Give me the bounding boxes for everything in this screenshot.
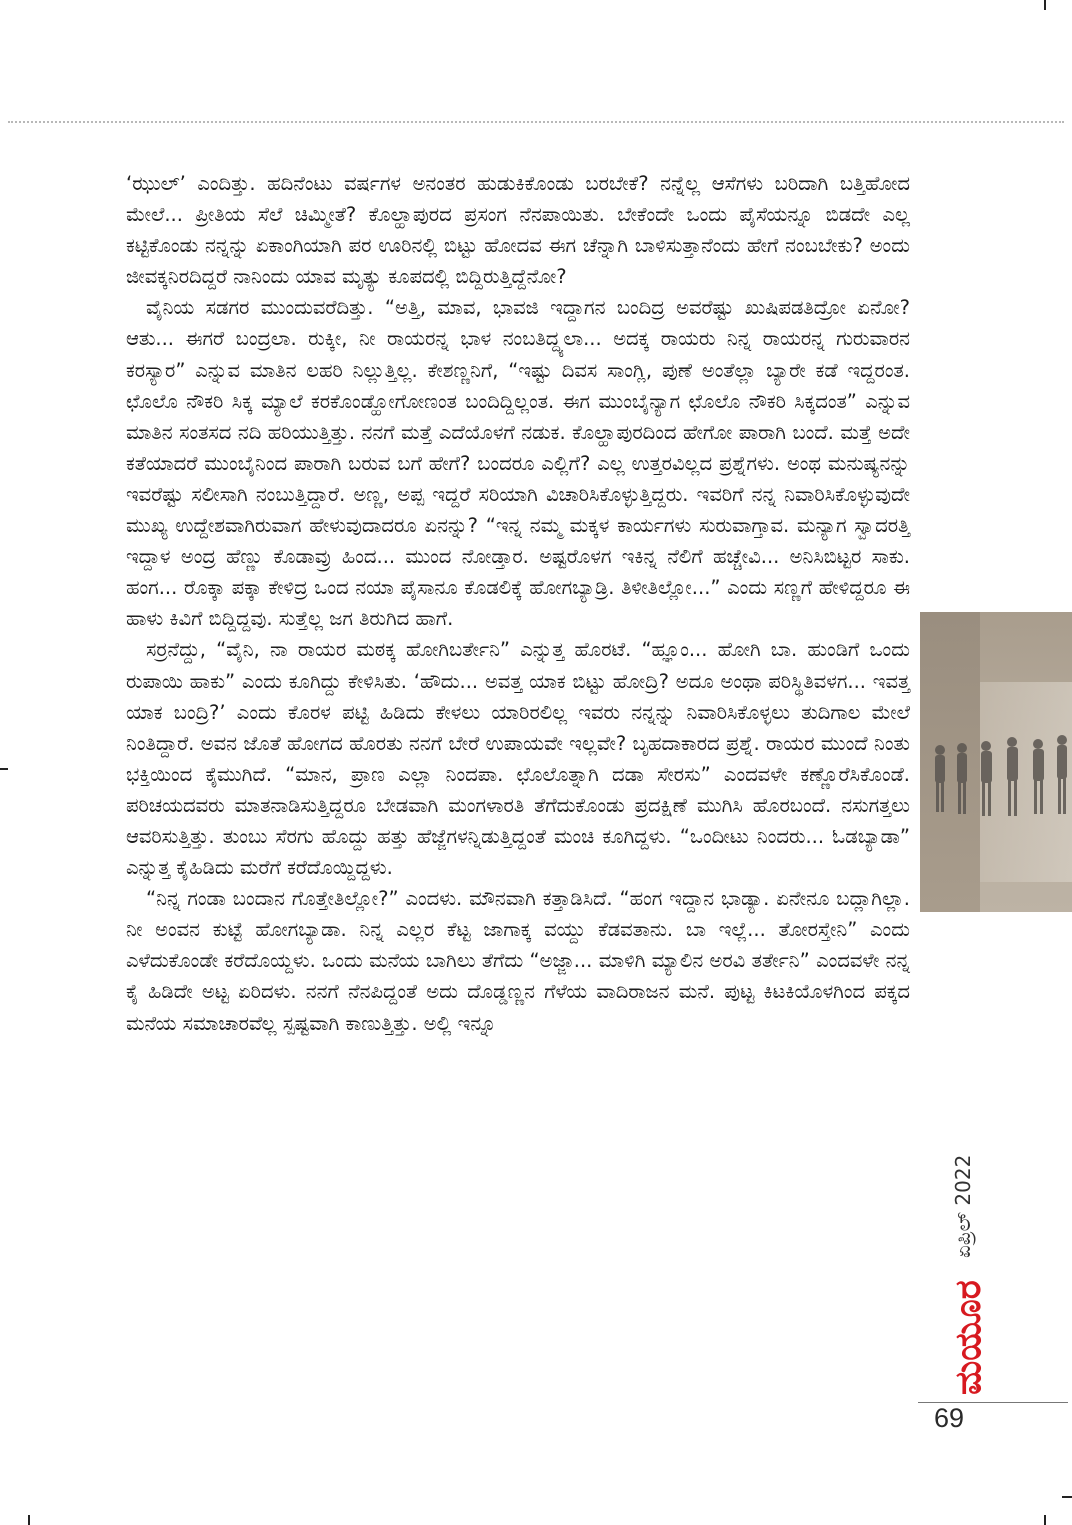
illustration-figures xyxy=(920,612,1072,912)
crop-mark-left xyxy=(0,768,8,770)
header-dotted-rule xyxy=(8,121,1064,123)
crop-mark-bottom-right xyxy=(1044,1515,1046,1525)
issue-date: ಏಪ್ರಿಲ್ 2022 xyxy=(951,1154,975,1258)
crop-mark-top xyxy=(1044,0,1046,10)
paragraph-2: ವೈನಿಯ ಸಡಗರ ಮುಂದುವರೆದಿತ್ತು. “ಅತ್ತಿ, ಮಾವ, ಭಾವಜಿ ಇದ್ದಾಗನ ಬಂದಿದ್ರ ಅವರೆಷ್ಟು ಖುಷಿಪಡತಿದ್ರೋ ಏನೋ? ಆತು... ಈಗರೆ ಬಂದ್ರಲಾ. ರುಕ್ಕೀ, ನೀ ರಾಯರನ್ನ ಭಾಳ ನಂಬತಿದ್ದ್ಯಲಾ... ಅದಕ್ಕ ರಾಯರು ನಿನ್ನ ರಾಯರನ್ನ ಗುರುವಾರನ ಕರಸ್ಯಾರ” ಎನ್ನುವ ಮಾತಿನ ಲಹರಿ ನಿಲ್ಲುತ್ತಿಲ್ಲ. ಕೇಶಣ್ಣನಿಗೆ, “ಇಷ್ಟು ದಿವಸ ಸಾಂಗ್ಲಿ, ಪುಣೆ ಅಂತೆಲ್ಲಾ ಬ್ಯಾರೇ ಕಡೆ ಇದ್ದರಂತ. ಛೊಲೊ ನೌಕರಿ ಸಿಕ್ಕ ಮ್ಯಾಲೆ ಕರಕೊಂಡ್ಹೋಗೋಣಂತ ಬಂದಿದ್ದಿಲ್ಲಂತ. ಈಗ ಮುಂಬೈನ್ಯಾಗ ಛೊಲೊ ನೌಕರಿ ಸಿಕ್ಕದಂತ” ಎನ್ನುವ ಮಾತಿನ ಸಂತಸದ ನದಿ ಹರಿಯುತ್ತಿತ್ತು. ನನಗೆ ಮತ್ತೆ ಎದೆಯೊಳಗೆ ನಡುಕ. ಕೊಲ್ಹಾಪುರದಿಂದ ಹೇಗೋ ಪಾರಾಗಿ ಬಂದೆ. ಮತ್ತೆ ಅದೇ ಕತೆಯಾದರೆ ಮುಂಬೈನಿಂದ ಪಾರಾಗಿ ಬರುವ ಬಗೆ ಹೇಗೆ? ಬಂದರೂ ಎಲ್ಲಿಗೆ? ಎಲ್ಲ ಉತ್ತರವಿಲ್ಲದ ಪ್ರಶ್ನೆಗಳು. ಅಂಥ ಮನುಷ್ಯನನ್ನು ಇವರೆಷ್ಟು ಸಲೀಸಾಗಿ ನಂಬುತ್ತಿದ್ದಾರೆ. ಅಣ್ಣ, ಅಪ್ಪ ಇದ್ದರೆ ಸರಿಯಾಗಿ ವಿಚಾರಿಸಿಕೊಳ್ಳುತ್ತಿದ್ದರು. ಇವರಿಗೆ ನನ್ನ ನಿವಾರಿಸಿಕೊಳ್ಳುವುದೇ ಮುಖ್ಯ ಉದ್ದೇಶವಾಗಿರುವಾಗ ಹೇಳುವುದಾದರೂ ಏನನ್ನು? “ಇನ್ನ ನಮ್ಮ ಮಕ್ಕಳ ಕಾರ್ಯಗಳು ಸುರುವಾಗ್ತಾವ. ಮನ್ಯಾಗ ಸ್ವಾದರತ್ತಿ ಇದ್ದಾಳ ಅಂದ್ರ ಹೆಣ್ಣು ಕೊಡಾವ್ರು ಹಿಂದ... ಮುಂದ ನೋಡ್ತಾರ. ಅಷ್ಟರೊಳಗ ಇಕಿನ್ನ ನೆಲಿಗೆ ಹಚ್ಚೇವಿ... ಅನಿಸಿಬಿಟ್ಟರ ಸಾಕು. ಹಂಗ... ರೊಕ್ಕಾ ಪಕ್ಕಾ ಕೇಳಿದ್ರ ಒಂದ ನಯಾ ಪೈಸಾನೂ ಕೊಡಲಿಕ್ಕೆ ಹೋಗಬ್ಯಾಡ್ರಿ. ತಿಳೀತಿಲ್ಲೋ...” ಎಂದು ಸಣ್ಣಗೆ ಹೇಳಿದ್ದರೂ ಈ ಹಾಳು ಕಿವಿಗೆ ಬಿದ್ದಿದ್ದವು. ಸುತ್ತೆಲ್ಲ ಜಗ ತಿರುಗಿದ ಹಾಗೆ. xyxy=(126,296,910,631)
crop-mark-bottom xyxy=(28,1515,30,1525)
page-number: 69 xyxy=(934,1403,965,1433)
silhouettes-icon xyxy=(920,612,1072,912)
crop-mark-right-bottom xyxy=(1062,1496,1072,1498)
paragraph-3: ಸರ್ರನೆದ್ದು, “ವೈನಿ, ನಾ ರಾಯರ ಮಠಕ್ಕ ಹೋಗಿಬರ್ತೇನಿ” ಎನ್ನುತ್ತ ಹೊರಟೆ. “ಹ್ಞೂಂ... ಹೋಗಿ ಬಾ. ಹುಂಡಿಗೆ ಒಂದು ರುಪಾಯಿ ಹಾಕು” ಎಂದು ಕೂಗಿದ್ದು ಕೇಳಿಸಿತು. ‘ಹೌದು... ಅವತ್ತ ಯಾಕ ಬಿಟ್ಟು ಹೋದ್ರಿ? ಅದೂ ಅಂಥಾ ಪರಿಸ್ಥಿತಿವಳಗ... ಇವತ್ತ ಯಾಕ ಬಂದ್ರಿ?’ ಎಂದು ಕೊರಳ ಪಟ್ಟಿ ಹಿಡಿದು ಕೇಳಲು ಯಾರಿರಲಿಲ್ಲ ಇವರು ನನ್ನನ್ನು ನಿವಾರಿಸಿಕೊಳ್ಳಲು ತುದಿಗಾಲ ಮೇಲೆ ನಿಂತಿದ್ದಾರೆ. ಅವನ ಜೊತೆ ಹೋಗದ ಹೊರತು ನನಗೆ ಬೇರೆ ಉಪಾಯವೇ ಇಲ್ಲವೇ? ಬೃಹದಾಕಾರದ ಪ್ರಶ್ನೆ. ರಾಯರ ಮುಂದೆ ನಿಂತು ಭಕ್ತಿಯಿಂದ ಕೈಮುಗಿದೆ. “ಮಾನ, ಪ್ರಾಣ ಎಲ್ಲಾ ನಿಂದಪಾ. ಛೊಲೊತ್ನಾಗಿ ದಡಾ ಸೇರಸು” ಎಂದವಳೇ ಕಣ್ಣೊರೆಸಿಕೊಂಡೆ. ಪರಿಚಯದವರು ಮಾತನಾಡಿಸುತ್ತಿದ್ದರೂ ಬೇಡವಾಗಿ ಮಂಗಳಾರತಿ ತೆಗೆದುಕೊಂಡು ಪ್ರದಕ್ಷಿಣೆ ಮುಗಿಸಿ ಹೊರಬಂದೆ. ನಸುಗತ್ತಲು ಆವರಿಸುತ್ತಿತ್ತು. ತುಂಬು ಸೆರಗು ಹೊದ್ದು ಹತ್ತು ಹೆಜ್ಜೆಗಳನ್ನಿಡುತ್ತಿದ್ದಂತೆ ಮಂಚಿ ಕೂಗಿದ್ದಳು. “ಒಂದೀಟು ನಿಂದರು... ಓಡಬ್ಯಾಡಾ” ಎನ್ನುತ್ತ ಕೈಹಿಡಿದು ಮರೆಗೆ ಕರೆದೊಯ್ದಿದ್ದಳು. xyxy=(126,638,910,880)
paragraph-1: ‘ಝುಲ್’ ಎಂದಿತ್ತು. ಹದಿನೆಂಟು ವರ್ಷಗಳ ಅನಂತರ ಹುಡುಕಿಕೊಂಡು ಬರಬೇಕೆ? ನನ್ನೆಲ್ಲ ಆಸೆಗಳು ಬರಿದಾಗಿ ಬತ್ತಿಹೋದ ಮೇಲೆ... ಪ್ರೀತಿಯ ಸೆಲೆ ಚಿಮ್ಮೀತೆ? ಕೊಲ್ಹಾಪುರದ ಪ್ರಸಂಗ ನೆನಪಾಯಿತು. ಬೇಕೆಂದೇ ಒಂದು ಪೈಸೆಯನ್ನೂ ಬಿಡದೇ ಎಲ್ಲ ಕಟ್ಟಿಕೊಂಡು ನನ್ನನ್ನು ಏಕಾಂಗಿಯಾಗಿ ಪರ ಊರಿನಲ್ಲಿ ಬಿಟ್ಟು ಹೋದವ ಈಗ ಚೆನ್ನಾಗಿ ಬಾಳಿಸುತ್ತಾನೆಂದು ಹೇಗೆ ನಂಬಬೇಕು? ಅಂದು ಜೀವಕ್ಕನಿರದಿದ್ದರೆ ನಾನಿಂದು ಯಾವ ಮೃತ್ಯು ಕೂಪದಲ್ಲಿ ಬಿದ್ದಿರುತ್ತಿದ್ದೆನೋ? xyxy=(126,172,910,289)
paragraph-4: “ನಿನ್ನ ಗಂಡಾ ಬಂದಾನ ಗೊತ್ತೇತಿಲ್ಲೋ?” ಎಂದಳು. ಮೌನವಾಗಿ ಕತ್ತಾಡಿಸಿದೆ. “ಹಂಗ ಇದ್ದಾನ ಭಾಡ್ಯಾ. ಏನೇನೂ ಬದ್ಲಾಗಿಲ್ಲಾ. ನೀ ಅಂವನ ಕುಟ್ಟೆ ಹೋಗಬ್ಯಾಡಾ. ನಿನ್ನ ಎಲ್ಲರ ಕೆಟ್ಟ ಜಾಗಾಕ್ಕ ವಯ್ದು ಕೆಡವತಾನು. ಬಾ ಇಲ್ಲೆ... ತೋರಸ್ತೇನಿ” ಎಂದು ಎಳೆದುಕೊಂಡೇ ಕರೆದೊಯ್ದಳು. ಒಂದು ಮನೆಯ ಬಾಗಿಲು ತೆಗೆದು “ಅಜ್ಜಾ... ಮಾಳಿಗಿ ಮ್ಯಾಲಿನ ಅರವಿ ತರ್ತೇನಿ” ಎಂದವಳೇ ನನ್ನ ಕೈ ಹಿಡಿದೇ ಅಟ್ಟ ಏರಿದಳು. ನನಗೆ ನೆನಪಿದ್ದಂತೆ ಅದು ದೊಡ್ಡಣ್ಣನ ಗೆಳೆಯ ವಾದಿರಾಜನ ಮನೆ. ಪುಟ್ಟ ಕಿಟಕಿಯೊಳಗಿಂದ ಪಕ್ಕದ ಮನೆಯ ಸಮಾಚಾರವೆಲ್ಲ ಸ್ಪಷ್ಟವಾಗಿ ಕಾಣುತ್ತಿತ್ತು. ಅಲ್ಲಿ ಇನ್ನೂ xyxy=(126,887,910,1035)
masthead-vertical xyxy=(938,1110,988,1400)
article-body xyxy=(126,168,910,1039)
magazine-name: ಮಯೂರ xyxy=(948,1280,988,1395)
